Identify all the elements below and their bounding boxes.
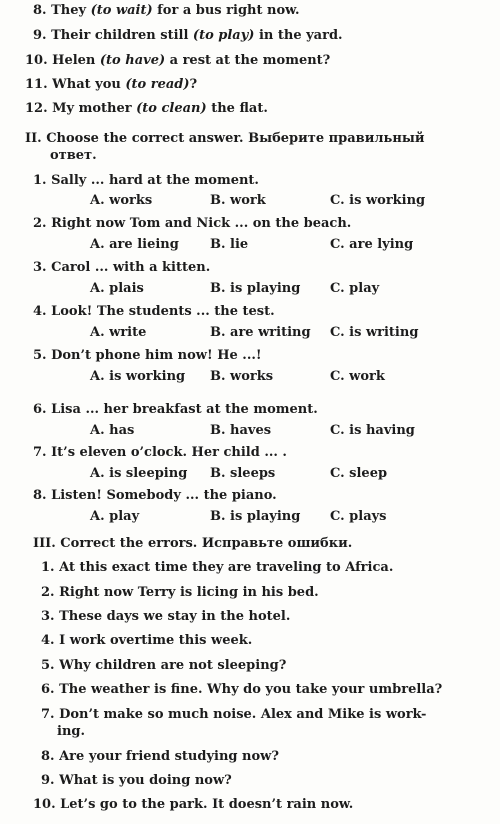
option-b: B. work [210,193,266,208]
error-item: 3. These days we stay in the hotel. [41,609,291,624]
error-item: 5. Why children are not sleeping? [41,658,287,673]
error-item: 7. Don’t make so much noise. Alex and Mike is work- [41,707,427,722]
item-text-post: in the yard. [254,28,343,43]
item-text-pre: What you [52,77,126,92]
mc-question: 1. Sally ... hard at the moment. [33,173,259,188]
error-item: 1. At this exact time they are traveling to Africa. [41,560,394,575]
verb-hint: (to read) [125,77,190,92]
option-b: B. is playing [210,281,301,296]
part1-item [33,28,343,44]
error-item: 6. The weather is fine. Why do you take your umbrella? [41,682,443,697]
option-c: C. play [330,281,380,296]
option-a: A. write [90,325,147,340]
item-text-pre: They [51,3,91,18]
option-b: B. works [210,369,274,384]
option-a: A. is working [90,369,186,384]
item-number: 12. [25,101,48,116]
item-text-post: the flat. [206,101,268,116]
option-c: C. are lying [330,237,414,252]
verb-hint: (to clean) [136,101,207,116]
part1-item [25,101,268,117]
error-item: 4. I work overtime this week. [41,633,253,648]
error-item: 10. Let’s go to the park. It doesn’t rain now. [33,797,354,812]
part2-heading-line1: II. Choose the correct answer. Выберите правильный [25,131,425,146]
mc-question: 6. Lisa ... her breakfast at the moment. [33,402,318,417]
mc-question: 7. It’s eleven o’clock. Her child ... . [33,445,287,460]
verb-hint: (to play) [192,28,255,43]
mc-question: 3. Carol ... with a kitten. [33,260,211,275]
option-b: B. haves [210,423,272,438]
option-b: B. lie [210,237,249,252]
item-number: 11. [25,77,48,92]
mc-question: 2. Right now Tom and Nick ... on the beach. [33,216,352,231]
option-a: A. plais [90,281,144,296]
item-text-post: for a bus right now. [152,3,300,18]
option-c: C. is having [330,423,415,438]
error-item: 8. Are your friend studying now? [41,749,279,764]
option-b: B. sleeps [210,466,276,481]
option-a: A. is sleeping [90,466,188,481]
item-number: 8. [33,3,47,18]
item-text-pre: Helen [52,53,100,68]
option-a: A. has [90,423,135,438]
option-c: C. sleep [330,466,388,481]
mc-question: 8. Listen! Somebody ... the piano. [33,488,277,503]
part3-heading: III. Correct the errors. Исправьте ошибки. [33,536,353,551]
part1-item [25,53,330,69]
option-a: A. play [90,509,140,524]
error-item: 9. What is you doing now? [41,773,232,788]
part1-item [25,77,197,93]
item-text-post: a rest at the moment? [165,53,331,68]
item-text-post: ? [189,77,198,92]
error-item-continued: ing. [57,724,86,739]
verb-hint: (to have) [99,53,166,68]
option-a: A. are lieing [90,237,179,252]
item-text-pre: My mother [52,101,137,116]
error-item: 2. Right now Terry is licing in his bed. [41,585,319,600]
option-b: B. are writing [210,325,311,340]
item-text-pre: Their children still [51,28,193,43]
option-c: C. is writing [330,325,419,340]
item-number: 10. [25,53,48,68]
option-c: C. plays [330,509,387,524]
verb-hint: (to wait) [90,3,153,18]
part2-heading-line2: ответ. [50,148,97,163]
option-b: B. is playing [210,509,301,524]
option-a: A. works [90,193,153,208]
option-c: C. work [330,369,385,384]
mc-question: 5. Don’t phone him now! He ...! [33,348,262,363]
mc-question: 4. Look! The students ... the test. [33,304,275,319]
option-c: C. is working [330,193,426,208]
part1-item [33,3,300,19]
item-number: 9. [33,28,47,43]
